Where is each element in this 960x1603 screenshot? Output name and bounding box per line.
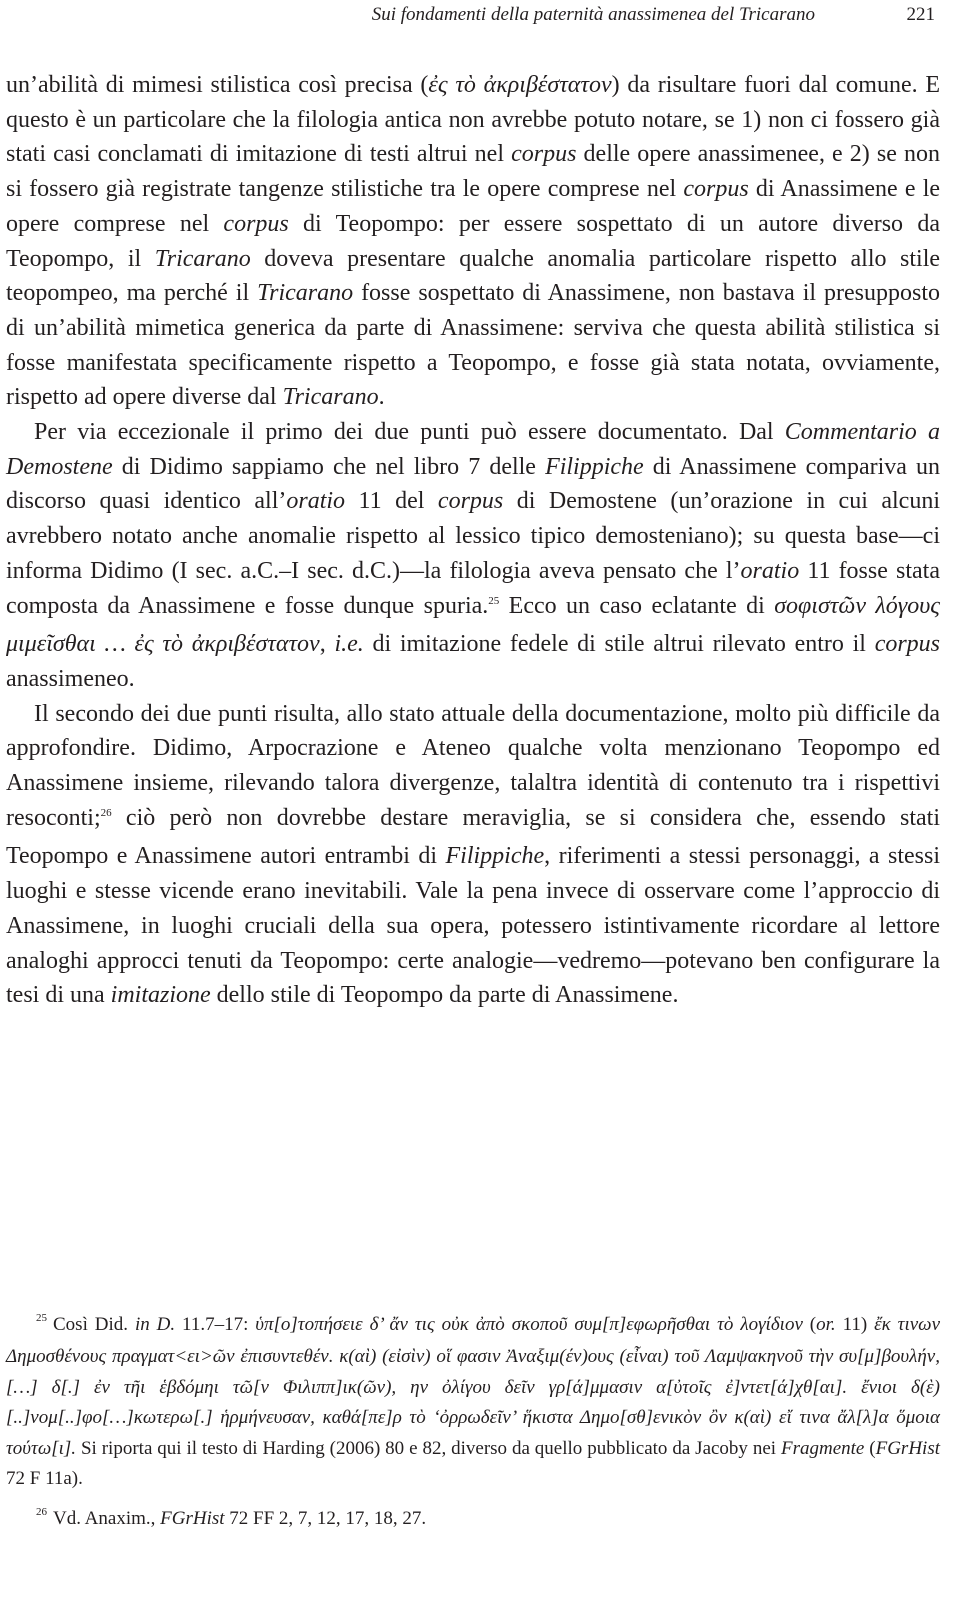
footnote-ref-26[interactable]: 26 (100, 806, 112, 819)
footnote-ref-25[interactable]: 25 (488, 594, 500, 607)
footnotes (6, 1310, 940, 1537)
footnote-26: $^{26}$ Vd. Anaxim., FGrHist 72 FF 2, 7, 12, 17, 18, 27. (36, 1506, 427, 1530)
running-title: Sui fondamenti della paternità anassimenea del Tricarano (371, 4, 815, 25)
greek-quote: σοφιστῶν λόγους μιμεῖσθαι … ἐς τὸ ἀκριβέστατον (6, 592, 940, 658)
paragraph-2: Per via eccezionale il primo dei due punti può essere documentato. Dal Commentario a Demostene di Didimo sappiamo che nel libro 7 delle Filippiche di Anassimene compariva un discorso quasi identico all’oratio 11 del corpus di Demostene (un’orazione in cui alcuni avrebbero notato anche anomalie rispetto al lessico tipico demosteniano); su questa base—ci informa Didimo (I sec. a.C.–I sec. d.C.)—la filologia aveva pensato che l’oratio 11 fosse stata composta da Anassimene e fosse dunque spuria.$^{25}$ Ecco un caso eclatante di σοφιστῶν λόγους μιμεῖσθαι … ἐς τὸ ἀκριβέστατον, i.e. di imitazione fedele di stile altrui rilevato entro il corpus anassimeneo. (6, 419, 941, 692)
paragraph-3: Il secondo dei due punti risulta, allo stato attuale della documentazione, molto più difficile da approfondire. Didimo, Arpocrazione e Ateneo qualche volta menzionano Teopompo ed Anassimene insieme, rilevando talora divergenze, talaltra identità di contenuto tra i rispettivi resoconti;$^{26}$ ciò però non dovrebbe destare meraviglia, se si considera che, essendo stati Teopompo e Anassimene autori entrambi di Filippiche, riferimenti a stessi personaggi, a stessi luoghi e stesse vicende erano inevitabili. Vale la pena invece di osservare come l’approccio di Anassimene, in luoghi cruciali della sua opera, potessero istintivamente ricordare al lettore analoghi approcci tenuti da Teopompo: certe analogie—vedremo—potevano ben configurare la tesi di una imitazione dello stile di Teopompo da parte di Anassimene. (6, 700, 940, 1009)
footnote-number: 26 (36, 1506, 47, 1519)
footnote-number: 25 (36, 1312, 47, 1324)
page-number: 221 (906, 4, 935, 25)
greek-quote: ἔκ τινων Δημοσθένους πραγματ<ει>ῶν ἐπισυντεθέν. κ(αὶ) (εἰσὶν) οἵ φασιν Ἀναξιμ(έν)ους (εἶναι) τοῦ Λαμψακηνοῦ τὴν συ[μ]βουλήν, […] δ[.] ἐν τῆι ἑβδόμηι τῶ[ν Φιλιππ]ικ(ῶν), ην ὀλίγου δεῖν γρ[ά]μμασιν α[ὐτοῖς ἐ]ντετ[ά]χθ[αι]. ἔνιοι δ(ὲ) [..]νομ[..]φο[…]κωτερω[.] ἡρμήνευσαν, καθά[πε]ρ τὸ ‘ὀρρωδεῖν’ ἥκιστα Δημο[σθ]ενικὸν ὂν κ(αὶ) εἴ τινα ἄλ[λ]α ὅμοια τούτω[ι]. (6, 1314, 941, 1459)
greek-quote: ὑπ[ο]τοπήσειε δ’ ἄν τις οὐκ ἀπὸ σκοποῦ συμ[π]εφωρῆσθαι τὸ λογίδιον (255, 1314, 803, 1335)
main-text (6, 68, 940, 1013)
footnote-25: $^{25}$ Così Did. in D. 11.7–17: ὑπ[ο]τοπήσειε δ’ ἄν τις οὐκ ἀπὸ σκοποῦ συμ[π]εφωρῆσθαι τὸ λογίδιον (or. 11) ἔκ τινων Δημοσθένους πραγματ<ει>ῶν ἐπισυντεθέν. κ(αὶ) (εἰσὶν) οἵ φασιν Ἀναξιμ(έν)ους (εἶναι) τοῦ Λαμψακηνοῦ τὴν συ[μ]βουλήν, […] δ[.] ἐν τῆι ἑβδόμηι τῶ[ν Φιλιππ]ικ(ῶν), ην ὀλίγου δεῖν γρ[ά]μμασιν α[ὐτοῖς ἐ]ντετ[ά]χθ[αι]. ἔνιοι δ(ὲ) [..]νομ[..]φο[…]κωτερω[.] ἡρμήνευσαν, καθά[πε]ρ τὸ ‘ὀρρωδεῖν’ ἥκιστα Δημο[σθ]ενικὸν ὂν κ(αὶ) εἴ τινα ἄλ[λ]α ὅμοια τούτω[ι]. Si riporta qui il testo di Harding (2006) 80 e 82, diverso da quello pubblicato da Jacoby nei Fragmente (FGrHist 72 F 11a). (6, 1312, 941, 1490)
running-header (0, 0, 935, 32)
greek-quote: ἐς τὸ ἀκριβέστατον (428, 72, 612, 98)
paragraph-1: un’abilità di mimesi stilistica così precisa (ἐς τὸ ἀκριβέστατον) da risultare fuori dal comune. E questo è un particolare che la filologia antica non avrebbe potuto notare, se 1) non ci fossero già stati casi conclamati di imitazione di testi altrui nel corpus delle opere anassimenee, e 2) se non si fossero già registrate tangenze stilistiche tra le opere comprese nel corpus di Anassimene e le opere comprese nel corpus di Teopompo: per essere sospettato di un autore diverso da Teopompo, il Tricarano doveva presentare qualche anomalia particolare rispetto allo stile teopompeo, ma perché il Tricarano fosse sospettato di Anassimene, non bastava il presupposto di un’abilità mimetica generica da parte di Anassimene: serviva che questa abilità stilistica si fosse manifestata specificamente rispetto a Teopompo, e fosse già stata notata, ovviamente, rispetto ad opere diverse dal Tricarano. (6, 72, 941, 411)
